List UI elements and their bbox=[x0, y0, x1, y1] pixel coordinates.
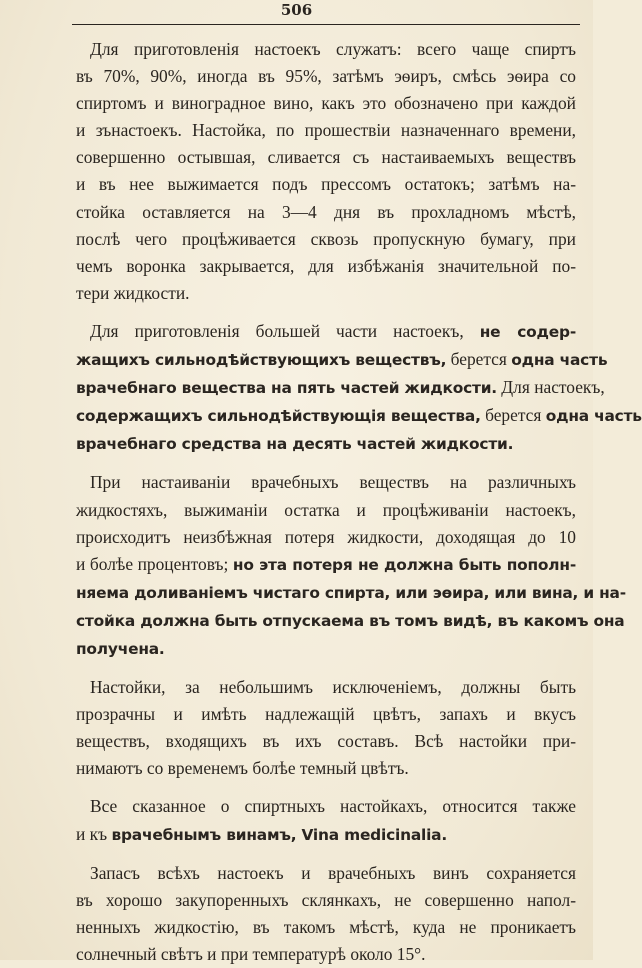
bold-text: одна часть bbox=[545, 407, 642, 426]
text-line bbox=[76, 318, 576, 346]
bold-text: врачебнаго вещества на пять частей жидкости. bbox=[76, 379, 497, 398]
bold-text: жащихъ сильнодѣйствующихъ веществъ, bbox=[76, 351, 447, 370]
text-run: При настаиваніи врачебныхъ веществъ на различныхъ bbox=[90, 472, 576, 493]
text-line bbox=[76, 374, 605, 402]
text-run: Запасъ всѣхъ настоекъ и врачебныхъ винъ сохраняется bbox=[90, 862, 576, 883]
paragraph bbox=[76, 860, 576, 968]
bold-text: получена. bbox=[76, 639, 165, 658]
text-line bbox=[76, 346, 608, 374]
text-run: и къ bbox=[76, 823, 112, 844]
paragraph-gap bbox=[76, 663, 576, 674]
bold-text: одна часть bbox=[511, 351, 608, 370]
bold-text: врачебнаго средства на десять частей жидкости. bbox=[76, 435, 514, 454]
text-line bbox=[76, 821, 576, 849]
text-run: Настойки, за небольшимъ исключеніемъ, должны быть bbox=[90, 677, 576, 698]
text-line bbox=[76, 117, 576, 144]
paragraph-gap bbox=[76, 849, 576, 860]
text-run: спиртомъ и виноградное вино, какъ это обозначено при каждой bbox=[76, 93, 576, 114]
text-line bbox=[76, 402, 642, 430]
text-run: чемъ воронка закрывается, для избѣжанія значительной по- bbox=[76, 255, 576, 276]
text-line bbox=[76, 860, 576, 887]
bold-text: няема доливаніемъ чистаго спирта, или эѳира, или вина, и на- bbox=[76, 583, 626, 602]
text-line bbox=[76, 635, 576, 663]
paragraph-gap bbox=[76, 458, 576, 469]
text-line bbox=[76, 469, 576, 496]
text-run: и въ нее выжимается подъ прессомъ остатокъ; затѣмъ на- bbox=[76, 174, 576, 195]
text-line bbox=[76, 701, 576, 728]
text-line bbox=[76, 226, 576, 253]
text-line bbox=[76, 144, 576, 171]
paragraph bbox=[76, 793, 576, 848]
text-run: веществъ, входящихъ въ ихъ составъ. Всѣ настойки при- bbox=[76, 731, 576, 752]
body-text bbox=[76, 36, 642, 968]
text-line bbox=[76, 941, 576, 968]
text-line bbox=[76, 755, 576, 782]
text-run: послѣ чего процѣживается сквозь пропускную бумагу, при bbox=[76, 228, 576, 249]
paragraph bbox=[76, 318, 642, 458]
paragraph bbox=[76, 674, 576, 782]
text-line bbox=[76, 607, 625, 635]
text-run: стойка оставляется на 3—4 дня въ прохладномъ мѣстѣ, bbox=[76, 201, 576, 222]
paragraph bbox=[76, 469, 626, 663]
header-rule bbox=[72, 24, 580, 25]
text-run: жидкостяхъ, выжиманіи остатка и процѣживаніи настоекъ, bbox=[76, 499, 576, 520]
text-line bbox=[76, 280, 576, 307]
text-line bbox=[76, 63, 576, 90]
text-run: въ хорошо закупоренныхъ склянкахъ, не совершенно напол- bbox=[76, 889, 576, 910]
text-run: Для приготовленія настоекъ служатъ: всего чаще спиртъ bbox=[90, 39, 576, 59]
text-run: тери жидкости. bbox=[76, 282, 190, 303]
paragraph-gap bbox=[76, 307, 576, 318]
text-line bbox=[76, 253, 576, 280]
bold-text: не содер- bbox=[479, 322, 577, 341]
text-line bbox=[76, 728, 576, 755]
bold-text: но эта потеря не должна быть пополн- bbox=[232, 555, 577, 574]
page-number: 506 bbox=[280, 1, 313, 19]
paragraph-gap bbox=[76, 782, 576, 793]
text-run: совершенно остывшая, сливается съ настаиваемыхъ веществъ bbox=[76, 147, 576, 168]
text-line bbox=[76, 430, 576, 458]
text-line bbox=[76, 551, 576, 579]
text-run: и зънастоекъ. Настойка, по прошествіи назначеннаго времени, bbox=[76, 120, 576, 141]
text-line bbox=[76, 497, 576, 524]
text-run: нимаютъ со временемъ болѣе темный цвѣтъ. bbox=[76, 758, 409, 779]
text-line bbox=[76, 887, 576, 914]
text-run: Для настоекъ, bbox=[496, 377, 605, 398]
text-line bbox=[76, 36, 576, 63]
bold-text: врачебнымъ винамъ, Vina medicinalia. bbox=[111, 825, 448, 844]
text-run: въ 70%, 90%, иногда въ 95%, затѣмъ эѳиръ, смѣсь эѳира со bbox=[76, 66, 576, 87]
text-line bbox=[76, 914, 576, 941]
text-line bbox=[76, 793, 576, 820]
text-line bbox=[76, 171, 576, 198]
paragraph bbox=[76, 36, 576, 307]
text-run: происходитъ неизбѣжная потеря жидкости, доходящая до 10 bbox=[76, 526, 576, 547]
text-line bbox=[76, 674, 576, 701]
text-line bbox=[76, 524, 576, 551]
text-line bbox=[76, 579, 626, 607]
text-run: берется bbox=[446, 349, 512, 370]
bold-text: стойка должна быть отпускаема въ томъ видѣ, въ какомъ она bbox=[76, 611, 625, 630]
text-line bbox=[76, 90, 576, 117]
text-run: Для приготовленія большей части настоекъ, bbox=[90, 320, 480, 341]
text-run: берется bbox=[480, 405, 546, 426]
text-run: и болѣе процентовъ; bbox=[76, 553, 233, 574]
text-run: Все сказанное о спиртныхъ настойкахъ, относится также bbox=[90, 796, 576, 817]
text-run: ненныхъ жидкостію, въ такомъ мѣстѣ, куда не проникаетъ bbox=[76, 916, 576, 937]
text-line bbox=[76, 199, 576, 226]
text-run: прозрачны и имѣть надлежащій цвѣтъ, запахъ и вкусъ bbox=[76, 704, 576, 725]
text-run: солнечный свѣтъ и при температурѣ около 15°. bbox=[76, 943, 426, 964]
bold-text: содержащихъ сильнодѣйствующія вещества, bbox=[76, 407, 481, 426]
